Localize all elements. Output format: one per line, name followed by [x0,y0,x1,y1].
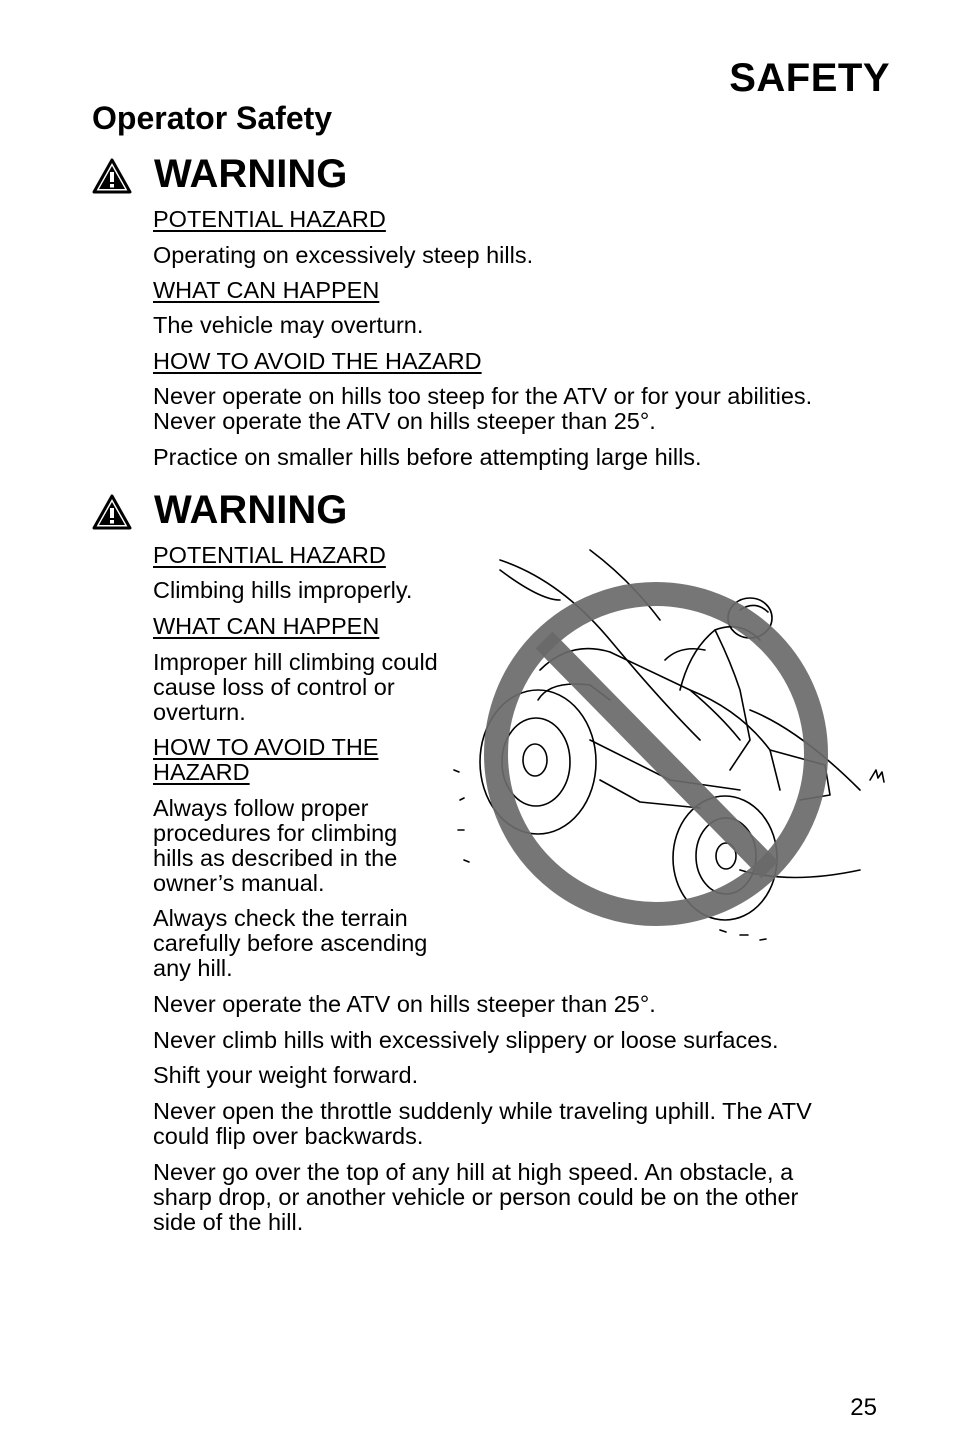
warning-header-2 [92,488,348,534]
warning-triangle-icon [92,494,132,530]
avoid-line: Always check the terrain [153,905,408,931]
avoid-line: Never operate the ATV on hills steeper than 25°. [153,991,656,1017]
subsection-title: Operator Safety [92,100,333,136]
warning-triangle-icon [92,158,132,194]
warning-title: WARNING [154,488,348,532]
what-can-happen-line: cause loss of control or [153,674,395,700]
avoid-line: owner’s manual. [153,870,325,896]
avoid-line: procedures for climbing [153,820,398,846]
potential-hazard-text: Operating on excessively steep hills. [153,242,534,268]
avoid-line: carefully before ascending [153,930,428,956]
avoid-line: Practice on smaller hills before attempting large hills. [153,444,702,470]
potential-hazard-label: POTENTIAL HAZARD [153,206,386,232]
what-can-happen-line: overturn. [153,699,246,725]
avoid-line: hills as described in the [153,845,398,871]
avoid-line: any hill. [153,955,233,981]
warning-header-1 [92,152,348,198]
avoid-line: Never climb hills with excessively slippery or loose surfaces. [153,1027,779,1053]
what-can-happen-line: Improper hill climbing could [153,649,438,675]
avoid-line: side of the hill. [153,1209,304,1235]
how-to-avoid-label: HOW TO AVOID THE [153,734,379,760]
what-can-happen-label: WHAT CAN HAPPEN [153,613,380,639]
what-can-happen-label: WHAT CAN HAPPEN [153,277,380,303]
how-to-avoid-label: HAZARD [153,759,250,785]
avoid-line: Never go over the top of any hill at high speed. An obstacle, a [153,1159,794,1185]
avoid-line: Never operate on hills too steep for the ATV or for your abilities. [153,383,813,409]
avoid-line: Never open the throttle suddenly while traveling uphill. The ATV [153,1098,812,1124]
potential-hazard-label: POTENTIAL HAZARD [153,542,386,568]
avoid-line: Always follow proper [153,795,369,821]
how-to-avoid-label: HOW TO AVOID THE HAZARD [153,348,482,374]
avoid-line: sharp drop, or another vehicle or person could be on the other [153,1184,799,1210]
potential-hazard-text: Climbing hills improperly. [153,577,413,603]
page-number: 25 [850,1394,877,1421]
avoid-line: could flip over backwards. [153,1123,424,1149]
warning-title: WARNING [154,152,348,196]
prohibited-atv-hill-climb-icon [440,540,900,950]
avoid-line: Shift your weight forward. [153,1062,419,1088]
section-title: SAFETY [729,56,890,100]
avoid-line: Never operate the ATV on hills steeper than 25°. [153,408,656,434]
what-can-happen-text: The vehicle may overturn. [153,312,424,338]
